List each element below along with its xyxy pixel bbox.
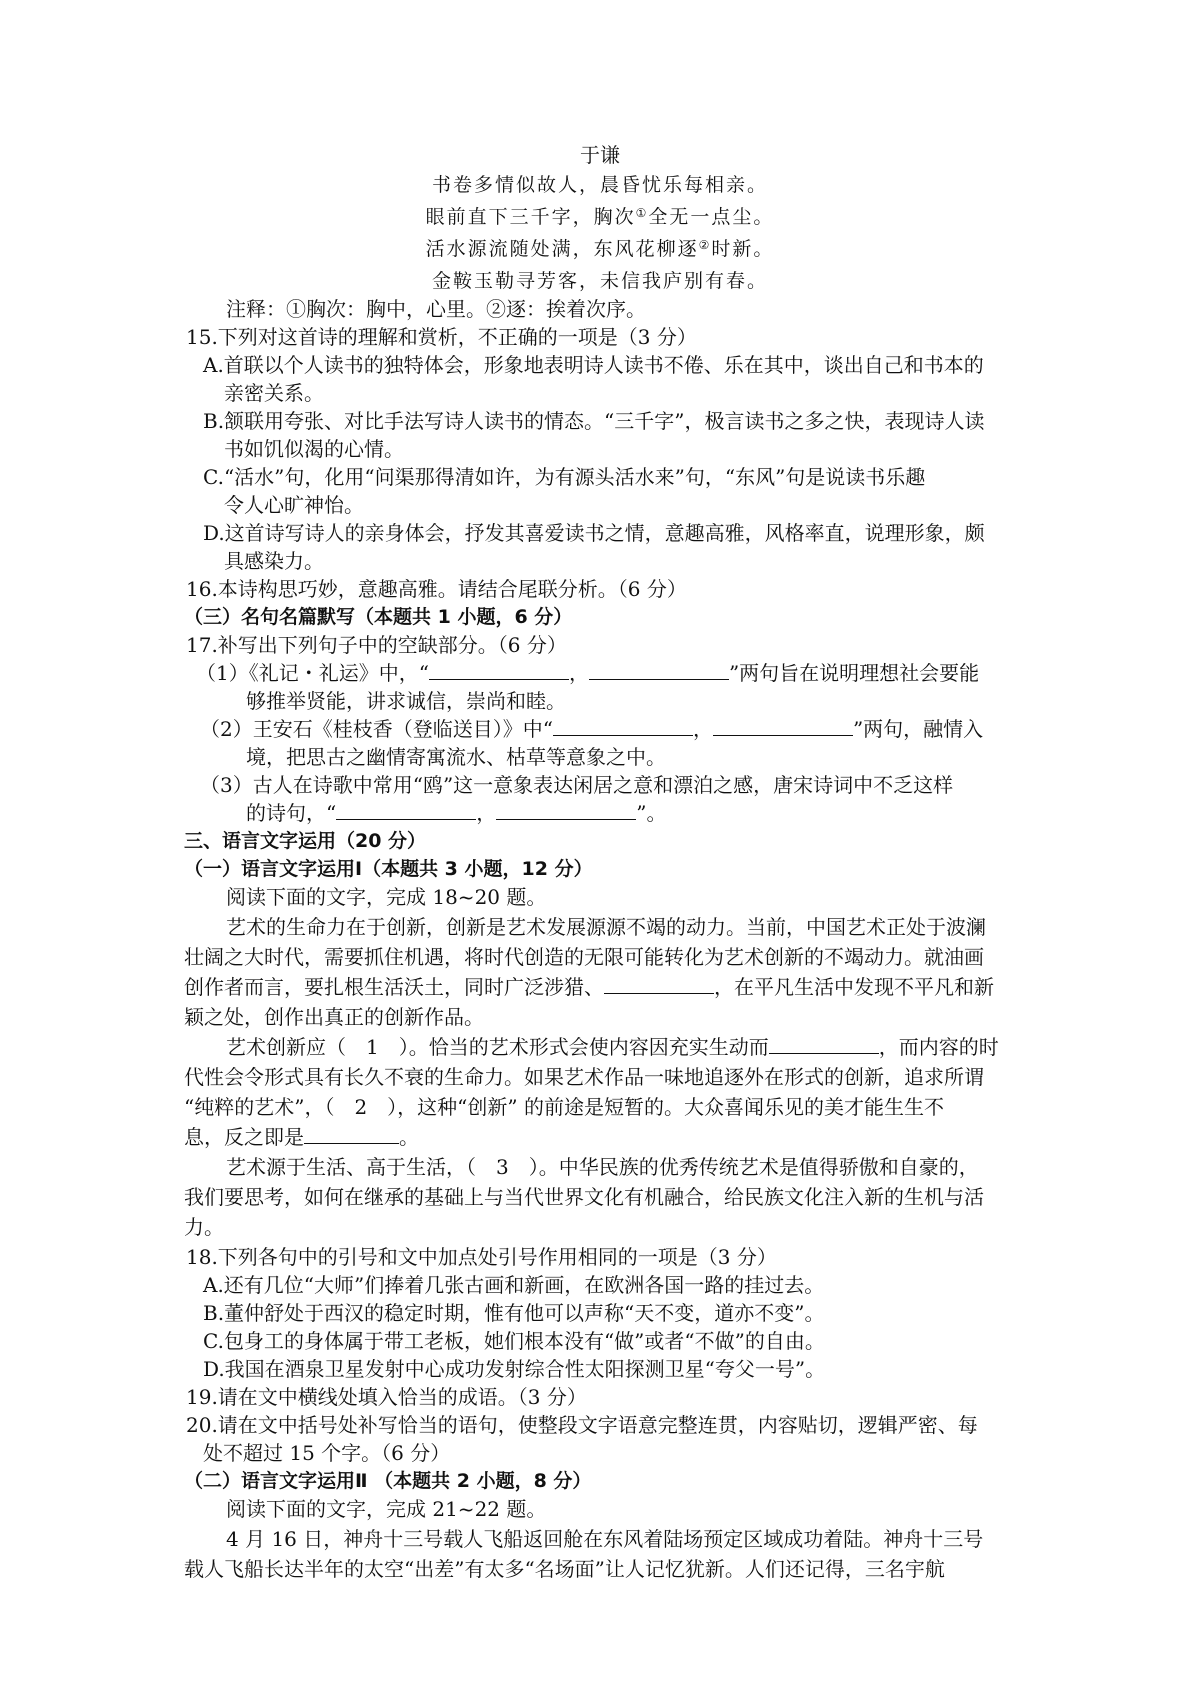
reading-instruction-2: 阅读下面的文字，完成 21~22 题。 [226,1497,547,1521]
footnote-mark-1: ① [635,206,649,220]
q17-item-2-cont: 境，把思古之幽情寄寓流水、枯草等意象之中。 [246,745,666,769]
idiom-blank[interactable] [304,1125,399,1144]
q20-stem-cont: 处不超过 15 个字。（6 分） [203,1441,451,1465]
q20-stem: 20.请在文中括号处补写恰当的语句，使整段文字语意完整连贯，内容贴切，逻辑严密、每 [186,1413,978,1437]
q15-option-c: C.“活水”句，化用“问渠那得清如许，为有源头活水来”句，“东风”句是说读书乐趣 [203,465,926,489]
q17-item-1: （1）《礼记・礼运》中，“ ， ”两句旨在说明理想社会要能 [196,661,980,685]
answer-blank[interactable] [589,661,729,680]
passage-p1-line-1: 艺术的生命力在于创新，创新是艺术发展源源不竭的动力。当前，中国艺术正处于波澜 [226,915,986,939]
section-heading-3: （三）名句名篇默写（本题共 1 小题，6 分） [184,606,573,628]
q18-option-d: D.我国在酒泉卫星发射中心成功发射综合性太阳探测卫星“夸父一号”。 [203,1357,826,1381]
answer-blank[interactable] [713,717,853,736]
passage-p3-line-2: 我们要思考，如何在继承的基础上与当代世界文化有机融合，给民族文化注入新的生机与活 [184,1185,984,1209]
poem-author: 于谦 [580,143,620,167]
answer-blank[interactable] [336,801,476,820]
footnote-mark-2: ② [698,238,712,252]
poem-line-4: 金鞍玉勒寻芳客，未信我庐别有春。 [431,270,768,292]
poem-line-2: 眼前直下三千字，胸次①全无一点尘。 [425,206,775,228]
q18-stem: 18.下列各句中的引号和文中加点处引号作用相同的一项是（3 分） [186,1245,777,1269]
q17-item-3: （3）古人在诗歌中常用“鸥”这一意象表达闲居之意和漂泊之感，唐宋诗词中不乏这样 [200,773,954,797]
q16-stem: 16.本诗构思巧妙，意趣高雅。请结合尾联分析。（6 分） [186,577,687,601]
q17-stem: 17.补写出下列句子中的空缺部分。（6 分） [186,633,567,657]
idiom-blank[interactable] [604,975,714,994]
q15-stem: 15.下列对这首诗的理解和赏析，不正确的一项是（3 分） [186,325,697,349]
answer-blank[interactable] [429,661,569,680]
passage-p2-line-3: “纯粹的艺术”，（ 2 ），这种“创新” 的前途是短暂的。大众喜闻乐见的美才能生生不 [184,1095,944,1119]
poem-line-1: 书卷多情似故人，晨昏忧乐每相亲。 [431,174,768,196]
passage-p1-line-4: 颖之处，创作出真正的创新作品。 [184,1005,484,1029]
passage-p2-line-1: 艺术创新应（ 1 ）。恰当的艺术形式会使内容因充实生动而 ，而内容的时 [226,1035,999,1059]
poem-note: 注释：①胸次：胸中，心里。②逐：挨着次序。 [226,297,646,321]
q15-option-d-cont: 具感染力。 [224,549,324,573]
q18-option-a: A.还有几位“大师”们捧着几张古画和新画，在欧洲各国一路的挂过去。 [203,1273,825,1297]
q17-item-3-cont: 的诗句，“ ， ”。 [246,801,667,825]
q15-option-b-cont: 书如饥似渴的心情。 [224,437,404,461]
q17-item-1-cont: 够推举贤能，讲求诚信，崇尚和睦。 [246,689,566,713]
passage-p3-line-3: 力。 [184,1215,224,1239]
passage-p1-line-2: 壮阔之大时代，需要抓住机遇，将时代创造的无限可能转化为艺术创新的不竭动力。就油画 [184,945,984,969]
part-heading-3: 三、语言文字运用（20 分） [184,830,427,852]
q15-option-a: A.首联以个人读书的独特体会，形象地表明诗人读书不倦、乐在其中，谈出自己和书本的 [203,353,984,377]
section-heading-3-2: （二）语言文字运用Ⅱ （本题共 2 小题，8 分） [184,1470,592,1492]
reading-instruction-1: 阅读下面的文字，完成 18~20 题。 [226,885,547,909]
q15-option-a-cont: 亲密关系。 [224,381,324,405]
answer-blank[interactable] [553,717,693,736]
passage-p2-line-2: 代性会令形式具有长久不衰的生命力。如果艺术作品一味地追逐外在形式的创新，追求所谓 [184,1065,984,1089]
passage-p3-line-1: 艺术源于生活、高于生活，（ 3 ）。中华民族的优秀传统艺术是值得骄傲和自豪的， [226,1155,979,1179]
idiom-blank[interactable] [769,1035,879,1054]
passage-p4-line-2: 载人飞船长达半年的太空“出差”有太多“名场面”让人记忆犹新。人们还记得，三名宇航 [184,1557,945,1581]
passage-p2-line-4: 息，反之即是 。 [184,1125,419,1149]
q18-option-c: C.包身工的身体属于带工老板，她们根本没有“做”或者“不做”的自由。 [203,1329,825,1353]
passage-p4-line-1: 4 月 16 日，神舟十三号载人飞船返回舱在东风着陆场预定区域成功着陆。神舟十三号 [226,1527,984,1551]
q15-option-b: B.颔联用夸张、对比手法写诗人读书的情态。“三千字”，极言读书之多之快，表现诗人读 [203,409,985,433]
section-heading-3-1: （一）语言文字运用Ⅰ（本题共 3 小题，12 分） [184,858,593,880]
poem-line-3: 活水源流随处满，东风花柳逐②时新。 [425,238,775,260]
passage-p1-line-3: 创作者而言，要扎根生活沃土，同时广泛涉猎、 ，在平凡生活中发现不平凡和新 [184,975,994,999]
q19-stem: 19.请在文中横线处填入恰当的成语。（3 分） [186,1385,587,1409]
answer-blank[interactable] [496,801,636,820]
q17-item-2: （2）王安石《桂枝香（登临送目）》中“ ， ”两句，融情入 [200,717,984,741]
q18-option-b: B.董仲舒处于西汉的稳定时期，惟有他可以声称“天不变，道亦不变”。 [203,1301,825,1325]
q15-option-d: D.这首诗写诗人的亲身体会，抒发其喜爱读书之情，意趣高雅，风格率直，说理形象，颇 [203,521,985,545]
q15-option-c-cont: 令人心旷神怡。 [224,493,364,517]
